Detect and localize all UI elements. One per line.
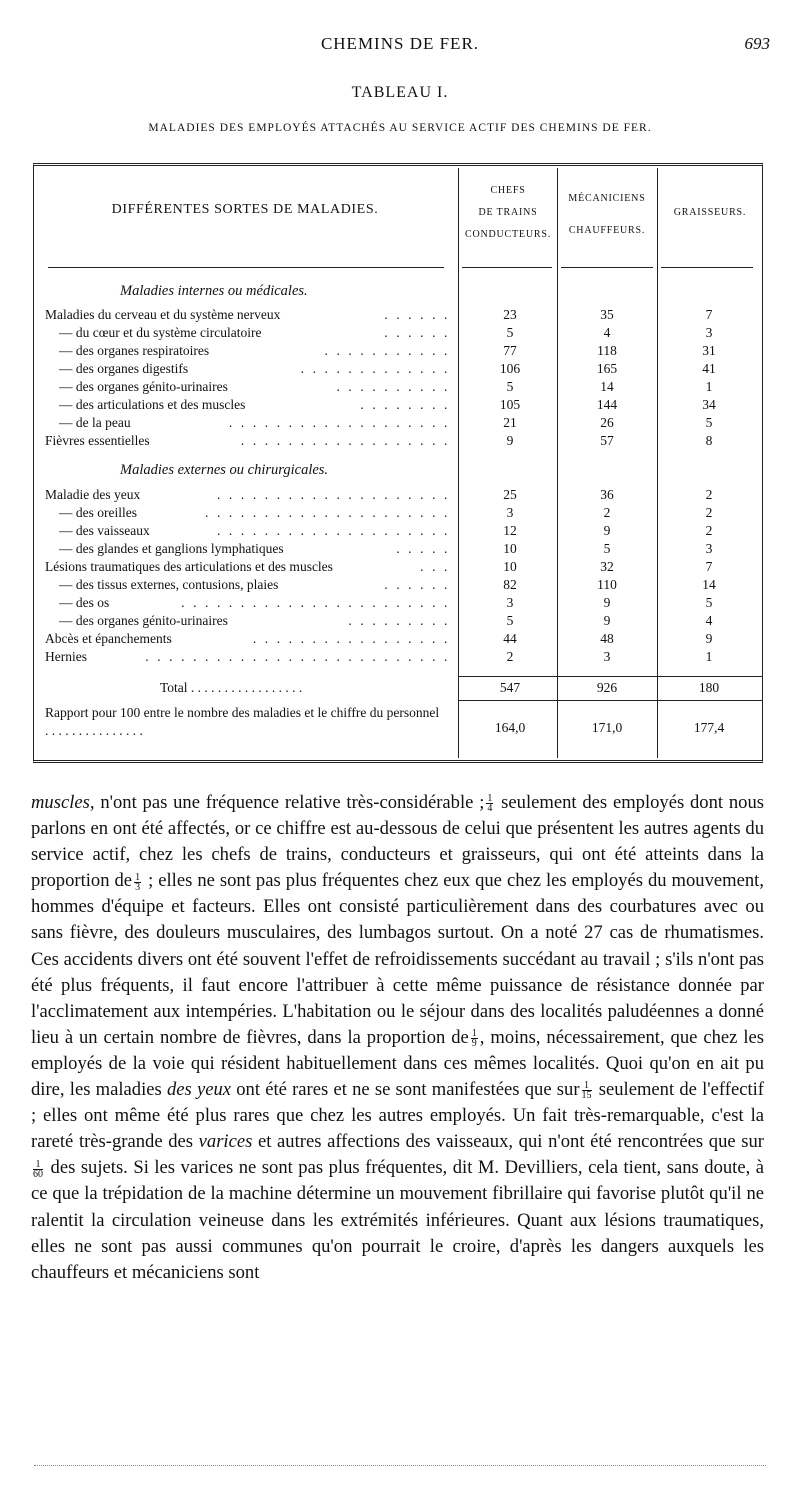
table-row bbox=[45, 342, 755, 360]
header-rule bbox=[661, 267, 753, 268]
header-col2 bbox=[557, 188, 657, 242]
cell-chefs: 105 bbox=[499, 397, 521, 412]
column-divider bbox=[557, 168, 558, 758]
text-run: seulement de l'effectif ; elles ont même été plus rares que chez les autres employés. Un fait très-remarquable, c'est la rareté très-grande des bbox=[31, 1079, 764, 1153]
cell-chefs: 23 bbox=[503, 307, 517, 322]
header-col1-line: CHEFS bbox=[490, 185, 526, 196]
emphasis: muscles, bbox=[31, 792, 95, 813]
total-chefs: 547 bbox=[499, 680, 521, 695]
cell-chefs: 3 bbox=[506, 505, 514, 520]
page-number: 693 bbox=[744, 34, 770, 53]
cell-chefs: 10 bbox=[503, 559, 517, 574]
cell-graisseurs: 7 bbox=[705, 559, 713, 574]
cell-chefs: 9 bbox=[506, 433, 514, 448]
cell-mecaniciens: 2 bbox=[603, 505, 611, 520]
cell-graisseurs: 1 bbox=[705, 649, 713, 664]
emphasis: varices bbox=[198, 1131, 253, 1153]
cell-chefs: 12 bbox=[503, 523, 517, 538]
header-col1-line: DE TRAINS bbox=[478, 207, 538, 218]
row-label: — des oreilles bbox=[59, 505, 137, 520]
fraction bbox=[134, 873, 141, 892]
body-text bbox=[31, 790, 764, 1286]
row-label: — des os bbox=[59, 595, 110, 610]
cell-graisseurs: 4 bbox=[705, 613, 713, 628]
row-label: Abcès et épanchements bbox=[45, 631, 172, 646]
text-run: des sujets. Si les varices ne sont pas plus fréquentes, dit M. Devilliers, cela tient, sans doute, à ce que la trépidation de la machine détermine un mouvement fibrillaire qui favorise plutôt qu'il ne ralentit la circulation veineuse dans les extrémités inférieures. Quant aux lésions traumatiques, elles ne sont pas aussi communes qu'on pourrait le croire, d'après les dangers auxquels les chauffeurs et mécaniciens sont bbox=[31, 1157, 764, 1283]
column-divider bbox=[657, 168, 658, 758]
text-run: seulement des employés dont nous parlons en ont été affectés, or ce chiffre est au-dessous de celui que présentent les autres agents du service actif, chez les chefs de trains, conducteurs et graisseurs, qui ont été atteints dans la proportion de bbox=[31, 792, 764, 892]
header-col3: GRAISSEURS. bbox=[673, 207, 747, 218]
cell-graisseurs: 31 bbox=[702, 343, 716, 358]
cell-chefs: 44 bbox=[503, 631, 517, 646]
fraction bbox=[471, 1029, 478, 1048]
row-label: — de la peau bbox=[59, 415, 131, 430]
table-row bbox=[45, 612, 755, 630]
table-subtitle: MALADIES DES EMPLOYÉS ATTACHÉS AU SERVICE ACTIF DES CHEMINS DE FER. bbox=[148, 122, 652, 134]
text-run: , moins, nécessairement, que chez les employés de la voie qui résident habituellement dans ces mêmes localités. Quoi qu'on en ait pu dire, les maladies bbox=[31, 1026, 764, 1101]
row-label: — des organes génito-urinaires bbox=[59, 613, 228, 628]
text-run: ; elles ne sont pas plus fréquentes chez eux que chez les employés du mouvement, hommes d'équipe et facteurs. Elles ont consisté particulièrement dans des courbatures avec ou sans fièvre, des douleurs musculaires, des lumbagos surtout. On a noté 27 cas de rhumatismes. Ces accidents divers ont été souvent l'effet de refroidissements succédant au travail ; s'ils n'ont pas été plus fréquents, il faut encore l'attribuer à cette même puissance de résistance donnée par l'acclimatement aux intempéries. L'habitation ou le séjour dans des localités paludéennes a donné lieu à un certain nombre de fièvres, dans la proportion de bbox=[31, 870, 764, 1048]
row-label: Lésions traumatiques des articulations et des muscles bbox=[45, 559, 333, 574]
cell-chefs: 3 bbox=[506, 595, 514, 610]
row-label: — du cœur et du système circulatoire bbox=[59, 325, 262, 340]
table-row bbox=[45, 522, 755, 540]
header-diseases: DIFFÉRENTES SORTES DE MALADIES. bbox=[111, 202, 379, 217]
section-external: Maladies externes ou chirurgicales. bbox=[120, 462, 329, 478]
cell-mecaniciens: 26 bbox=[600, 415, 614, 430]
leader-dots: . . . . . . . . . . bbox=[336, 379, 450, 394]
cell-graisseurs: 9 bbox=[705, 631, 713, 646]
cell-chefs: 25 bbox=[503, 487, 517, 502]
fraction-numerator: 1 bbox=[487, 793, 493, 805]
leader-dots: . . . . . . . . bbox=[360, 397, 450, 412]
leader-dots: . . . . . . . . . . . . . . . . . . . . . . . . . . bbox=[145, 649, 450, 664]
row-label: — des organes respiratoires bbox=[59, 343, 210, 358]
cell-graisseurs: 3 bbox=[705, 541, 713, 556]
table-row bbox=[45, 576, 755, 594]
cell-mecaniciens: 110 bbox=[597, 577, 617, 592]
row-label: Fièvres essentielles bbox=[45, 433, 150, 448]
header-rule bbox=[48, 267, 444, 268]
cell-mecaniciens: 9 bbox=[603, 523, 611, 538]
fraction-denominator: 60 bbox=[33, 1168, 43, 1180]
table-row bbox=[45, 324, 755, 342]
emphasis: des yeux bbox=[166, 1079, 232, 1101]
ratio-graisseurs: 177,4 bbox=[693, 720, 725, 735]
fraction bbox=[582, 1081, 592, 1100]
cell-chefs: 2 bbox=[506, 649, 514, 664]
leader-dots: . . . . . . . . . . . . . . . . . bbox=[252, 631, 450, 646]
cell-mecaniciens: 48 bbox=[600, 631, 614, 646]
running-head bbox=[0, 34, 800, 56]
ratio-label: Rapport pour 100 entre le nombre des maladies et le chiffre du personnel . . . . . . . . . . . . . . . bbox=[45, 705, 440, 738]
fraction-denominator: 4 bbox=[487, 803, 493, 815]
cell-mecaniciens: 36 bbox=[600, 487, 614, 502]
table-row bbox=[45, 432, 755, 450]
leader-dots: . . . . . . bbox=[384, 325, 450, 340]
cell-chefs: 5 bbox=[506, 325, 514, 340]
header-col2-line: CHAUFFEURS. bbox=[568, 225, 646, 236]
leader-dots: . . . . . . . . . . . . . . . . . . . . bbox=[216, 487, 450, 502]
total-rule bbox=[458, 700, 763, 701]
cell-mecaniciens: 3 bbox=[603, 649, 611, 664]
cell-graisseurs: 5 bbox=[705, 415, 713, 430]
text-run: ont été rares et ne se sont manifestées que sur bbox=[231, 1079, 580, 1101]
cell-mecaniciens: 9 bbox=[603, 595, 611, 610]
cell-graisseurs: 2 bbox=[705, 487, 713, 502]
cell-chefs: 21 bbox=[503, 415, 517, 430]
row-label: Hernies bbox=[45, 649, 87, 664]
fraction bbox=[486, 794, 493, 813]
fraction-numerator: 1 bbox=[33, 1160, 43, 1170]
header-col2-line: MÉCANICIENS bbox=[568, 193, 646, 204]
table-row bbox=[45, 540, 755, 558]
text-run: et autres affections des vaisseaux, qui n'ont été rencontrées que sur bbox=[252, 1131, 764, 1153]
leader-dots: . . . . . . . . . . . . . . . . . . bbox=[240, 433, 450, 448]
footer-rule bbox=[34, 1465, 766, 1466]
cell-mecaniciens: 57 bbox=[600, 433, 614, 448]
header-col1-line: CONDUCTEURS. bbox=[465, 229, 551, 240]
total-label: Total . . . . . . . . . . . . . . . . . bbox=[160, 680, 303, 695]
cell-chefs: 10 bbox=[503, 541, 517, 556]
cell-graisseurs: 2 bbox=[705, 523, 713, 538]
table-row bbox=[45, 486, 755, 504]
total-graisseurs: 180 bbox=[698, 680, 720, 695]
row-label: Maladies du cerveau et du système nerveux bbox=[45, 307, 281, 322]
cell-chefs: 82 bbox=[503, 577, 517, 592]
cell-chefs: 77 bbox=[503, 343, 517, 358]
fraction-numerator: 1 bbox=[471, 1028, 477, 1040]
table-row bbox=[45, 648, 755, 666]
text-run: n'ont pas une fréquence relative très-considérable ; bbox=[94, 792, 485, 813]
fraction-denominator: 3 bbox=[135, 881, 141, 893]
row-label: — des articulations et des muscles bbox=[59, 397, 246, 412]
leader-dots: . . . . . bbox=[396, 541, 450, 556]
cell-mecaniciens: 9 bbox=[603, 613, 611, 628]
row-label: — des organes génito-urinaires bbox=[59, 379, 228, 394]
header-rule bbox=[561, 267, 653, 268]
leader-dots: . . . bbox=[420, 559, 450, 574]
ratio-mecaniciens: 171,0 bbox=[591, 720, 623, 735]
table-row bbox=[45, 414, 755, 432]
cell-mecaniciens: 118 bbox=[597, 343, 617, 358]
row-label: — des vaisseaux bbox=[59, 523, 150, 538]
row-label: Maladie des yeux bbox=[45, 487, 141, 502]
cell-mecaniciens: 5 bbox=[603, 541, 611, 556]
running-title: CHEMINS DE FER. bbox=[320, 34, 480, 53]
cell-chefs: 5 bbox=[506, 379, 514, 394]
cell-graisseurs: 14 bbox=[702, 577, 716, 592]
leader-dots: . . . . . . . . . . . . . . . . . . . . . . . bbox=[181, 595, 450, 610]
cell-graisseurs: 3 bbox=[705, 325, 713, 340]
fraction bbox=[33, 1160, 43, 1179]
cell-graisseurs: 41 bbox=[702, 361, 716, 376]
cell-mecaniciens: 32 bbox=[600, 559, 614, 574]
leader-dots: . . . . . . . . . . . bbox=[324, 343, 450, 358]
total-rule bbox=[458, 676, 763, 677]
total-mecaniciens: 926 bbox=[596, 680, 618, 695]
table-row bbox=[45, 504, 755, 522]
cell-graisseurs: 1 bbox=[705, 379, 713, 394]
column-divider bbox=[458, 168, 459, 758]
cell-chefs: 5 bbox=[506, 613, 514, 628]
fraction-denominator: 9 bbox=[471, 1038, 477, 1050]
table-row bbox=[45, 378, 755, 396]
cell-mecaniciens: 165 bbox=[596, 361, 618, 376]
row-label: — des organes digestifs bbox=[59, 361, 189, 376]
leader-dots: . . . . . . bbox=[384, 577, 450, 592]
table-row bbox=[45, 594, 755, 612]
fraction-numerator: 1 bbox=[135, 871, 141, 883]
leader-dots: . . . . . . . . . bbox=[348, 613, 450, 628]
cell-chefs: 106 bbox=[499, 361, 521, 376]
cell-mecaniciens: 144 bbox=[596, 397, 618, 412]
cell-graisseurs: 8 bbox=[705, 433, 713, 448]
ratio-chefs: 164,0 bbox=[494, 720, 526, 735]
paragraph bbox=[31, 790, 764, 1286]
row-label: — des glandes et ganglions lymphatiques bbox=[59, 541, 284, 556]
table-title: TABLEAU I. bbox=[351, 84, 449, 101]
table-row bbox=[45, 306, 755, 324]
cell-mecaniciens: 4 bbox=[603, 325, 611, 340]
cell-graisseurs: 5 bbox=[705, 595, 713, 610]
fraction-denominator: 15 bbox=[581, 1090, 592, 1102]
header-col1 bbox=[458, 180, 558, 246]
cell-mecaniciens: 35 bbox=[600, 307, 614, 322]
leader-dots: . . . . . . . . . . . . . bbox=[300, 361, 450, 376]
cell-mecaniciens: 14 bbox=[600, 379, 614, 394]
cell-graisseurs: 7 bbox=[705, 307, 713, 322]
row-label: — des tissus externes, contusions, plaies bbox=[59, 577, 279, 592]
cell-graisseurs: 2 bbox=[705, 505, 713, 520]
cell-graisseurs: 34 bbox=[702, 397, 716, 412]
section-internal: Maladies internes ou médicales. bbox=[120, 283, 308, 299]
table-row bbox=[45, 360, 755, 378]
table-row bbox=[45, 396, 755, 414]
leader-dots: . . . . . . . . . . . . . . . . . . . . . bbox=[205, 505, 450, 520]
table-row bbox=[45, 630, 755, 648]
leader-dots: . . . . . . . . . . . . . . . . . . . bbox=[228, 415, 450, 430]
fraction-numerator: 1 bbox=[582, 1081, 592, 1091]
table-row bbox=[45, 558, 755, 576]
leader-dots: . . . . . . bbox=[384, 307, 450, 322]
header-rule bbox=[462, 267, 552, 268]
leader-dots: . . . . . . . . . . . . . . . . . . . . bbox=[216, 523, 450, 538]
